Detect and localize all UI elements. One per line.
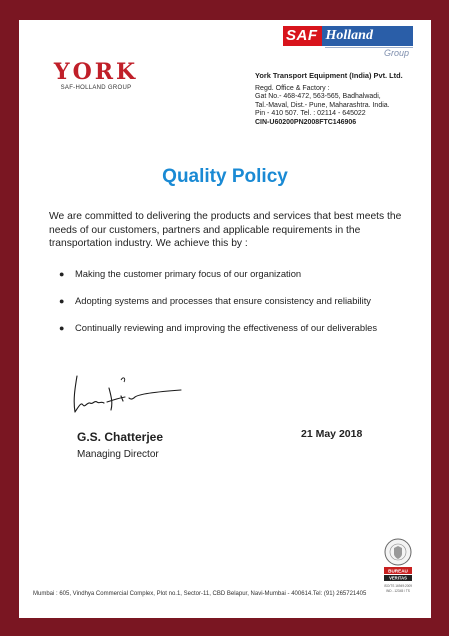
bv-bureau-text: BUREAU: [388, 568, 408, 574]
address-line: Regd. Office & Factory :: [255, 84, 330, 92]
address-line: Pin - 410 507. Tel. : 02114 - 645022: [255, 110, 366, 118]
saf-logo-group: Group: [325, 47, 413, 59]
intro-paragraph: We are committed to delivering the products and services that best meets the needs of our customers, partners and applicable requirements in the transportation industry. We achieve this by :: [49, 211, 402, 249]
address-line: Tal.-Maval, Dist.- Pune, Maharashtra. India.: [255, 101, 390, 109]
york-wordmark: YORK: [53, 59, 139, 85]
york-logo: [41, 60, 151, 91]
handwritten-signature: [63, 372, 183, 420]
bullet-icon: ●: [59, 296, 65, 306]
document-page: [19, 20, 431, 618]
bullet-icon: ●: [59, 323, 65, 333]
policy-list: [59, 268, 419, 349]
list-item: [59, 268, 419, 295]
page-title: Quality Policy: [162, 166, 288, 187]
saf-logo-left: SAF: [283, 26, 322, 46]
signatory-designation: Managing Director: [77, 449, 159, 460]
bv-veritas-text: VERITAS: [389, 575, 407, 581]
bureau-veritas-seal: [381, 538, 415, 602]
saf-logo-right: Holland: [322, 26, 414, 46]
signatory-name: G.S. Chatterjee: [77, 430, 164, 444]
list-item: [59, 295, 419, 322]
saf-holland-logo: [283, 26, 413, 62]
address-line: Gat No.- 468-472, 563-565, Badhalwadi,: [255, 93, 381, 101]
list-item-text: Continually reviewing and improving the effectiveness of our deliverables: [75, 322, 378, 333]
bv-standard-text: ISO/TS 16949:2009: [383, 584, 413, 588]
list-item: [59, 322, 419, 349]
list-item-text: Adopting systems and processes that ensure consistency and reliability: [75, 295, 371, 306]
company-address: [255, 72, 425, 128]
list-item-text: Making the customer primary focus of our organization: [75, 268, 302, 279]
bv-note-text: IND - 12345 / TS: [386, 589, 410, 593]
footer-address: Mumbai : 605, Vindhya Commercial Complex, Plot no.1, Sector-11, CBD Belapur, Navi-Mumbai - 400614.Tel: (91) 265721405: [33, 591, 367, 597]
york-subtitle: SAF-HOLLAND GROUP: [60, 85, 132, 91]
company-cin: CIN-U60200PN2008FTC146906: [255, 118, 357, 126]
company-name: York Transport Equipment (India) Pvt. Ltd.: [255, 71, 403, 80]
document-date: 21 May 2018: [301, 428, 363, 440]
bullet-icon: ●: [59, 269, 65, 279]
